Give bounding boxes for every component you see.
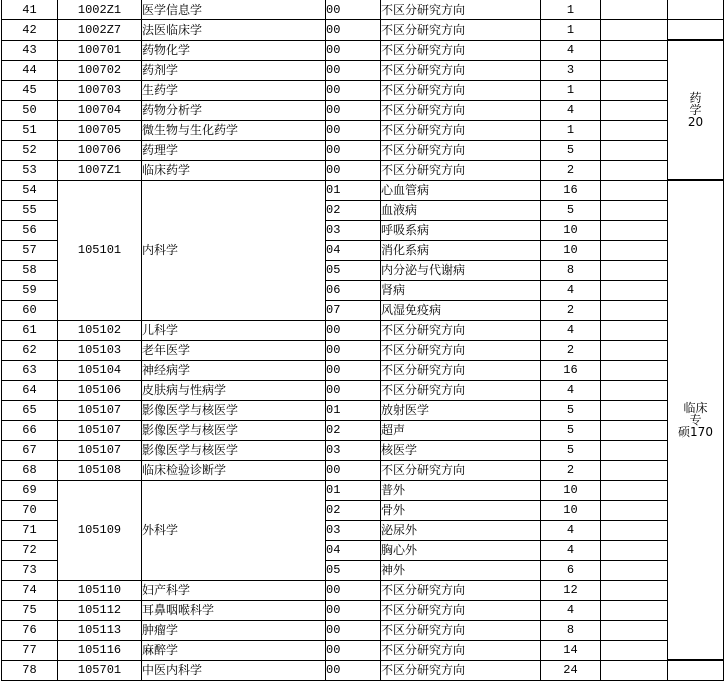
cell-category-empty[interactable] xyxy=(668,20,724,41)
cell-sequence-number[interactable]: 77 xyxy=(2,640,58,660)
cell-direction-code[interactable]: 02 xyxy=(326,500,381,520)
cell-major-code[interactable]: 105113 xyxy=(58,620,142,640)
cell-major-code[interactable]: 105106 xyxy=(58,380,142,400)
cell-direction-code[interactable]: 07 xyxy=(326,300,381,320)
cell-sequence-number[interactable]: 69 xyxy=(2,480,58,500)
cell-sequence-number[interactable]: 58 xyxy=(2,260,58,280)
cell-note[interactable] xyxy=(601,240,668,260)
cell-direction-code[interactable]: 06 xyxy=(326,280,381,300)
cell-direction-code[interactable]: 03 xyxy=(326,520,381,540)
cell-direction-code[interactable]: 00 xyxy=(326,580,381,600)
cell-direction-name[interactable]: 不区分研究方向 xyxy=(381,360,541,380)
cell-sequence-number[interactable]: 72 xyxy=(2,540,58,560)
cell-sequence-number[interactable]: 63 xyxy=(2,360,58,380)
cell-direction-code[interactable]: 00 xyxy=(326,20,381,41)
cell-category-empty[interactable] xyxy=(668,660,724,681)
cell-major-name[interactable]: 耳鼻咽喉科学 xyxy=(142,600,326,620)
cell-sequence-number[interactable]: 41 xyxy=(2,0,58,20)
cell-direction-name[interactable]: 不区分研究方向 xyxy=(381,340,541,360)
cell-direction-name[interactable]: 心血管病 xyxy=(381,180,541,200)
table-row[interactable] xyxy=(2,160,724,180)
cell-sequence-number[interactable]: 57 xyxy=(2,240,58,260)
cell-direction-code[interactable]: 01 xyxy=(326,400,381,420)
admissions-plan-table xyxy=(1,0,724,681)
cell-direction-code[interactable]: 00 xyxy=(326,380,381,400)
cell-note[interactable] xyxy=(601,220,668,240)
cell-major-name[interactable]: 药物分析学 xyxy=(142,100,326,120)
cell-major-name[interactable]: 影像医学与核医学 xyxy=(142,420,326,440)
cell-major-name[interactable]: 药物化学 xyxy=(142,40,326,60)
cell-note[interactable] xyxy=(601,320,668,340)
cell-direction-code[interactable]: 00 xyxy=(326,60,381,80)
cell-enrollment-count[interactable]: 6 xyxy=(541,560,601,580)
cell-sequence-number[interactable]: 70 xyxy=(2,500,58,520)
cell-sequence-number[interactable]: 65 xyxy=(2,400,58,420)
cell-note[interactable] xyxy=(601,140,668,160)
cell-major-code[interactable]: 105104 xyxy=(58,360,142,380)
cell-major-code[interactable]: 1002Z1 xyxy=(58,0,142,20)
cell-enrollment-count[interactable]: 4 xyxy=(541,540,601,560)
cell-note[interactable] xyxy=(601,480,668,500)
cell-note[interactable] xyxy=(601,560,668,580)
cell-major-code[interactable]: 105107 xyxy=(58,440,142,460)
cell-enrollment-count[interactable]: 8 xyxy=(541,620,601,640)
cell-sequence-number[interactable]: 61 xyxy=(2,320,58,340)
cell-major-name[interactable]: 皮肤病与性病学 xyxy=(142,380,326,400)
cell-sequence-number[interactable]: 42 xyxy=(2,20,58,41)
cell-major-code[interactable]: 105116 xyxy=(58,640,142,660)
cell-direction-code[interactable]: 00 xyxy=(326,660,381,681)
cell-enrollment-count[interactable]: 1 xyxy=(541,20,601,41)
cell-note[interactable] xyxy=(601,640,668,660)
cell-major-code[interactable]: 1007Z1 xyxy=(58,160,142,180)
cell-enrollment-count[interactable]: 4 xyxy=(541,320,601,340)
cell-note[interactable] xyxy=(601,620,668,640)
cell-major-name[interactable]: 儿科学 xyxy=(142,320,326,340)
cell-direction-code[interactable]: 00 xyxy=(326,120,381,140)
cell-direction-name[interactable]: 骨外 xyxy=(381,500,541,520)
cell-direction-code[interactable]: 00 xyxy=(326,320,381,340)
category-group-line: 药 xyxy=(689,91,702,105)
cell-note[interactable] xyxy=(601,180,668,200)
table-row[interactable] xyxy=(2,320,724,340)
cell-major-name[interactable]: 临床检验诊断学 xyxy=(142,460,326,480)
cell-direction-code[interactable]: 05 xyxy=(326,560,381,580)
cell-major-name[interactable]: 外科学 xyxy=(142,480,326,580)
table-row[interactable] xyxy=(2,100,724,120)
cell-enrollment-count[interactable]: 2 xyxy=(541,340,601,360)
table-row[interactable] xyxy=(2,380,724,400)
table-row[interactable] xyxy=(2,440,724,460)
cell-category-group[interactable] xyxy=(668,180,724,660)
cell-major-name[interactable]: 临床药学 xyxy=(142,160,326,180)
cell-major-name[interactable]: 肿瘤学 xyxy=(142,620,326,640)
cell-note[interactable] xyxy=(601,20,668,41)
cell-enrollment-count[interactable]: 1 xyxy=(541,0,601,20)
cell-note[interactable] xyxy=(601,0,668,20)
table-row[interactable] xyxy=(2,580,724,600)
cell-direction-code[interactable]: 01 xyxy=(326,180,381,200)
cell-sequence-number[interactable]: 76 xyxy=(2,620,58,640)
cell-major-code[interactable]: 1002Z7 xyxy=(58,20,142,41)
table-row[interactable] xyxy=(2,620,724,640)
cell-sequence-number[interactable]: 50 xyxy=(2,100,58,120)
cell-direction-name[interactable]: 不区分研究方向 xyxy=(381,460,541,480)
cell-major-name[interactable]: 生药学 xyxy=(142,80,326,100)
cell-enrollment-count[interactable]: 3 xyxy=(541,60,601,80)
cell-enrollment-count[interactable]: 4 xyxy=(541,100,601,120)
cell-sequence-number[interactable]: 68 xyxy=(2,460,58,480)
cell-direction-code[interactable]: 00 xyxy=(326,140,381,160)
cell-direction-code[interactable]: 05 xyxy=(326,260,381,280)
cell-direction-code[interactable]: 02 xyxy=(326,420,381,440)
cell-direction-name[interactable]: 放射医学 xyxy=(381,400,541,420)
cell-note[interactable] xyxy=(601,80,668,100)
cell-note[interactable] xyxy=(601,440,668,460)
cell-direction-name[interactable]: 不区分研究方向 xyxy=(381,40,541,60)
cell-direction-code[interactable]: 00 xyxy=(326,360,381,380)
cell-note[interactable] xyxy=(601,340,668,360)
cell-major-name[interactable]: 微生物与生化药学 xyxy=(142,120,326,140)
cell-enrollment-count[interactable]: 5 xyxy=(541,400,601,420)
category-group-line: 专 xyxy=(689,413,702,427)
cell-enrollment-count[interactable]: 4 xyxy=(541,280,601,300)
cell-note[interactable] xyxy=(601,160,668,180)
cell-enrollment-count[interactable]: 4 xyxy=(541,520,601,540)
cell-direction-name[interactable]: 胸心外 xyxy=(381,540,541,560)
cell-enrollment-count[interactable]: 5 xyxy=(541,140,601,160)
cell-direction-name[interactable]: 不区分研究方向 xyxy=(381,380,541,400)
cell-enrollment-count[interactable]: 1 xyxy=(541,80,601,100)
cell-direction-name[interactable]: 普外 xyxy=(381,480,541,500)
cell-direction-code[interactable]: 04 xyxy=(326,240,381,260)
cell-note[interactable] xyxy=(601,40,668,60)
cell-enrollment-count[interactable]: 5 xyxy=(541,200,601,220)
cell-enrollment-count[interactable]: 10 xyxy=(541,500,601,520)
cell-sequence-number[interactable]: 54 xyxy=(2,180,58,200)
table-row[interactable] xyxy=(2,180,724,200)
cell-major-name[interactable]: 影像医学与核医学 xyxy=(142,440,326,460)
cell-direction-code[interactable]: 00 xyxy=(326,100,381,120)
table-row[interactable] xyxy=(2,60,724,80)
table-row[interactable] xyxy=(2,640,724,660)
cell-major-code[interactable]: 100705 xyxy=(58,120,142,140)
cell-enrollment-count[interactable]: 5 xyxy=(541,440,601,460)
cell-direction-name[interactable]: 核医学 xyxy=(381,440,541,460)
cell-direction-name[interactable]: 不区分研究方向 xyxy=(381,580,541,600)
cell-major-name[interactable]: 神经病学 xyxy=(142,360,326,380)
cell-major-code[interactable]: 105107 xyxy=(58,400,142,420)
cell-sequence-number[interactable]: 75 xyxy=(2,600,58,620)
cell-sequence-number[interactable]: 56 xyxy=(2,220,58,240)
cell-enrollment-count[interactable]: 2 xyxy=(541,160,601,180)
cell-direction-name[interactable]: 不区分研究方向 xyxy=(381,620,541,640)
cell-major-code[interactable]: 100702 xyxy=(58,60,142,80)
table-row[interactable] xyxy=(2,460,724,480)
cell-major-name[interactable]: 法医临床学 xyxy=(142,20,326,41)
cell-note[interactable] xyxy=(601,260,668,280)
table-row[interactable] xyxy=(2,40,724,60)
cell-sequence-number[interactable]: 78 xyxy=(2,660,58,681)
table-row[interactable] xyxy=(2,120,724,140)
table-row[interactable] xyxy=(2,420,724,440)
category-group-line: 临床 xyxy=(683,401,708,415)
cell-direction-code[interactable]: 01 xyxy=(326,480,381,500)
cell-direction-name[interactable]: 超声 xyxy=(381,420,541,440)
cell-direction-name[interactable]: 风湿免疫病 xyxy=(381,300,541,320)
cell-major-name[interactable]: 内科学 xyxy=(142,180,326,320)
cell-major-code[interactable]: 105101 xyxy=(58,180,142,320)
cell-sequence-number[interactable]: 64 xyxy=(2,380,58,400)
cell-major-code[interactable]: 105102 xyxy=(58,320,142,340)
cell-direction-code[interactable]: 00 xyxy=(326,0,381,20)
cell-major-name[interactable]: 中医内科学 xyxy=(142,660,326,681)
cell-direction-code[interactable]: 02 xyxy=(326,200,381,220)
table-row[interactable] xyxy=(2,600,724,620)
cell-direction-code[interactable]: 00 xyxy=(326,160,381,180)
cell-direction-name[interactable]: 内分泌与代谢病 xyxy=(381,260,541,280)
cell-direction-code[interactable]: 00 xyxy=(326,460,381,480)
cell-note[interactable] xyxy=(601,120,668,140)
cell-note[interactable] xyxy=(601,460,668,480)
cell-major-name[interactable]: 药剂学 xyxy=(142,60,326,80)
cell-enrollment-count[interactable]: 4 xyxy=(541,40,601,60)
cell-note[interactable] xyxy=(601,60,668,80)
cell-major-code[interactable]: 100703 xyxy=(58,80,142,100)
cell-note[interactable] xyxy=(601,380,668,400)
table-row[interactable] xyxy=(2,0,724,20)
category-group-line: 硕170 xyxy=(678,425,713,439)
category-group-line: 20 xyxy=(687,115,704,129)
cell-category-group[interactable] xyxy=(668,40,724,180)
cell-direction-code[interactable]: 00 xyxy=(326,600,381,620)
cell-major-code[interactable]: 105112 xyxy=(58,600,142,620)
cell-major-name[interactable]: 麻醉学 xyxy=(142,640,326,660)
cell-major-name[interactable]: 老年医学 xyxy=(142,340,326,360)
cell-direction-name[interactable]: 不区分研究方向 xyxy=(381,20,541,41)
cell-sequence-number[interactable]: 45 xyxy=(2,80,58,100)
cell-major-code[interactable]: 100706 xyxy=(58,140,142,160)
cell-enrollment-count[interactable]: 8 xyxy=(541,260,601,280)
cell-enrollment-count[interactable]: 2 xyxy=(541,460,601,480)
cell-sequence-number[interactable]: 52 xyxy=(2,140,58,160)
cell-note[interactable] xyxy=(601,420,668,440)
cell-direction-name[interactable]: 泌尿外 xyxy=(381,520,541,540)
cell-sequence-number[interactable]: 59 xyxy=(2,280,58,300)
cell-direction-name[interactable]: 不区分研究方向 xyxy=(381,120,541,140)
cell-enrollment-count[interactable]: 10 xyxy=(541,480,601,500)
cell-sequence-number[interactable]: 67 xyxy=(2,440,58,460)
cell-direction-name[interactable]: 不区分研究方向 xyxy=(381,80,541,100)
cell-direction-name[interactable]: 不区分研究方向 xyxy=(381,60,541,80)
cell-enrollment-count[interactable]: 2 xyxy=(541,300,601,320)
cell-direction-name[interactable]: 消化系病 xyxy=(381,240,541,260)
table-row[interactable] xyxy=(2,140,724,160)
cell-major-code[interactable]: 105701 xyxy=(58,660,142,681)
cell-note[interactable] xyxy=(601,400,668,420)
cell-note[interactable] xyxy=(601,520,668,540)
cell-direction-name[interactable]: 不区分研究方向 xyxy=(381,660,541,681)
cell-note[interactable] xyxy=(601,660,668,681)
cell-major-code[interactable]: 105107 xyxy=(58,420,142,440)
cell-enrollment-count[interactable]: 16 xyxy=(541,180,601,200)
table-row[interactable] xyxy=(2,80,724,100)
cell-enrollment-count[interactable]: 4 xyxy=(541,600,601,620)
cell-major-name[interactable]: 药理学 xyxy=(142,140,326,160)
cell-enrollment-count[interactable]: 24 xyxy=(541,660,601,681)
cell-sequence-number[interactable]: 73 xyxy=(2,560,58,580)
cell-enrollment-count[interactable]: 12 xyxy=(541,580,601,600)
cell-note[interactable] xyxy=(601,580,668,600)
cell-major-name[interactable]: 影像医学与核医学 xyxy=(142,400,326,420)
cell-direction-name[interactable]: 不区分研究方向 xyxy=(381,640,541,660)
cell-note[interactable] xyxy=(601,280,668,300)
cell-direction-code[interactable]: 00 xyxy=(326,340,381,360)
cell-major-code[interactable]: 100701 xyxy=(58,40,142,60)
table-row[interactable] xyxy=(2,400,724,420)
cell-direction-code[interactable]: 00 xyxy=(326,620,381,640)
cell-enrollment-count[interactable]: 5 xyxy=(541,420,601,440)
cell-direction-name[interactable]: 不区分研究方向 xyxy=(381,0,541,20)
cell-major-code[interactable]: 105110 xyxy=(58,580,142,600)
cell-sequence-number[interactable]: 71 xyxy=(2,520,58,540)
cell-major-name[interactable]: 妇产科学 xyxy=(142,580,326,600)
cell-direction-name[interactable]: 血液病 xyxy=(381,200,541,220)
cell-direction-name[interactable]: 不区分研究方向 xyxy=(381,600,541,620)
cell-major-name[interactable]: 医学信息学 xyxy=(142,0,326,20)
cell-direction-name[interactable]: 肾病 xyxy=(381,280,541,300)
cell-direction-name[interactable]: 呼吸系病 xyxy=(381,220,541,240)
cell-note[interactable] xyxy=(601,300,668,320)
cell-enrollment-count[interactable]: 10 xyxy=(541,220,601,240)
cell-direction-name[interactable]: 不区分研究方向 xyxy=(381,320,541,340)
cell-category-empty[interactable] xyxy=(668,0,724,20)
cell-major-code[interactable]: 105109 xyxy=(58,480,142,580)
cell-direction-name[interactable]: 不区分研究方向 xyxy=(381,140,541,160)
cell-enrollment-count[interactable]: 4 xyxy=(541,380,601,400)
cell-direction-name[interactable]: 不区分研究方向 xyxy=(381,160,541,180)
cell-note[interactable] xyxy=(601,540,668,560)
cell-major-code[interactable]: 105103 xyxy=(58,340,142,360)
cell-major-code[interactable]: 100704 xyxy=(58,100,142,120)
cell-direction-code[interactable]: 03 xyxy=(326,220,381,240)
cell-direction-code[interactable]: 04 xyxy=(326,540,381,560)
cell-note[interactable] xyxy=(601,200,668,220)
cell-direction-code[interactable]: 00 xyxy=(326,40,381,60)
cell-note[interactable] xyxy=(601,500,668,520)
table-body xyxy=(2,0,724,681)
cell-sequence-number[interactable]: 43 xyxy=(2,40,58,60)
cell-direction-code[interactable]: 03 xyxy=(326,440,381,460)
cell-enrollment-count[interactable]: 14 xyxy=(541,640,601,660)
cell-sequence-number[interactable]: 53 xyxy=(2,160,58,180)
cell-sequence-number[interactable]: 60 xyxy=(2,300,58,320)
category-group-line: 学 xyxy=(689,103,702,117)
cell-sequence-number[interactable]: 44 xyxy=(2,60,58,80)
cell-sequence-number[interactable]: 51 xyxy=(2,120,58,140)
cell-sequence-number[interactable]: 55 xyxy=(2,200,58,220)
cell-note[interactable] xyxy=(601,600,668,620)
table-row[interactable] xyxy=(2,340,724,360)
cell-direction-name[interactable]: 不区分研究方向 xyxy=(381,100,541,120)
cell-enrollment-count[interactable]: 16 xyxy=(541,360,601,380)
cell-note[interactable] xyxy=(601,100,668,120)
table-row[interactable] xyxy=(2,20,724,41)
cell-sequence-number[interactable]: 74 xyxy=(2,580,58,600)
cell-sequence-number[interactable]: 66 xyxy=(2,420,58,440)
cell-direction-code[interactable]: 00 xyxy=(326,640,381,660)
cell-direction-code[interactable]: 00 xyxy=(326,80,381,100)
cell-sequence-number[interactable]: 62 xyxy=(2,340,58,360)
table-row[interactable] xyxy=(2,360,724,380)
table-row[interactable] xyxy=(2,480,724,500)
cell-enrollment-count[interactable]: 10 xyxy=(541,240,601,260)
cell-note[interactable] xyxy=(601,360,668,380)
cell-major-code[interactable]: 105108 xyxy=(58,460,142,480)
cell-direction-name[interactable]: 神外 xyxy=(381,560,541,580)
table-row-clipped[interactable] xyxy=(2,660,724,681)
cell-enrollment-count[interactable]: 1 xyxy=(541,120,601,140)
